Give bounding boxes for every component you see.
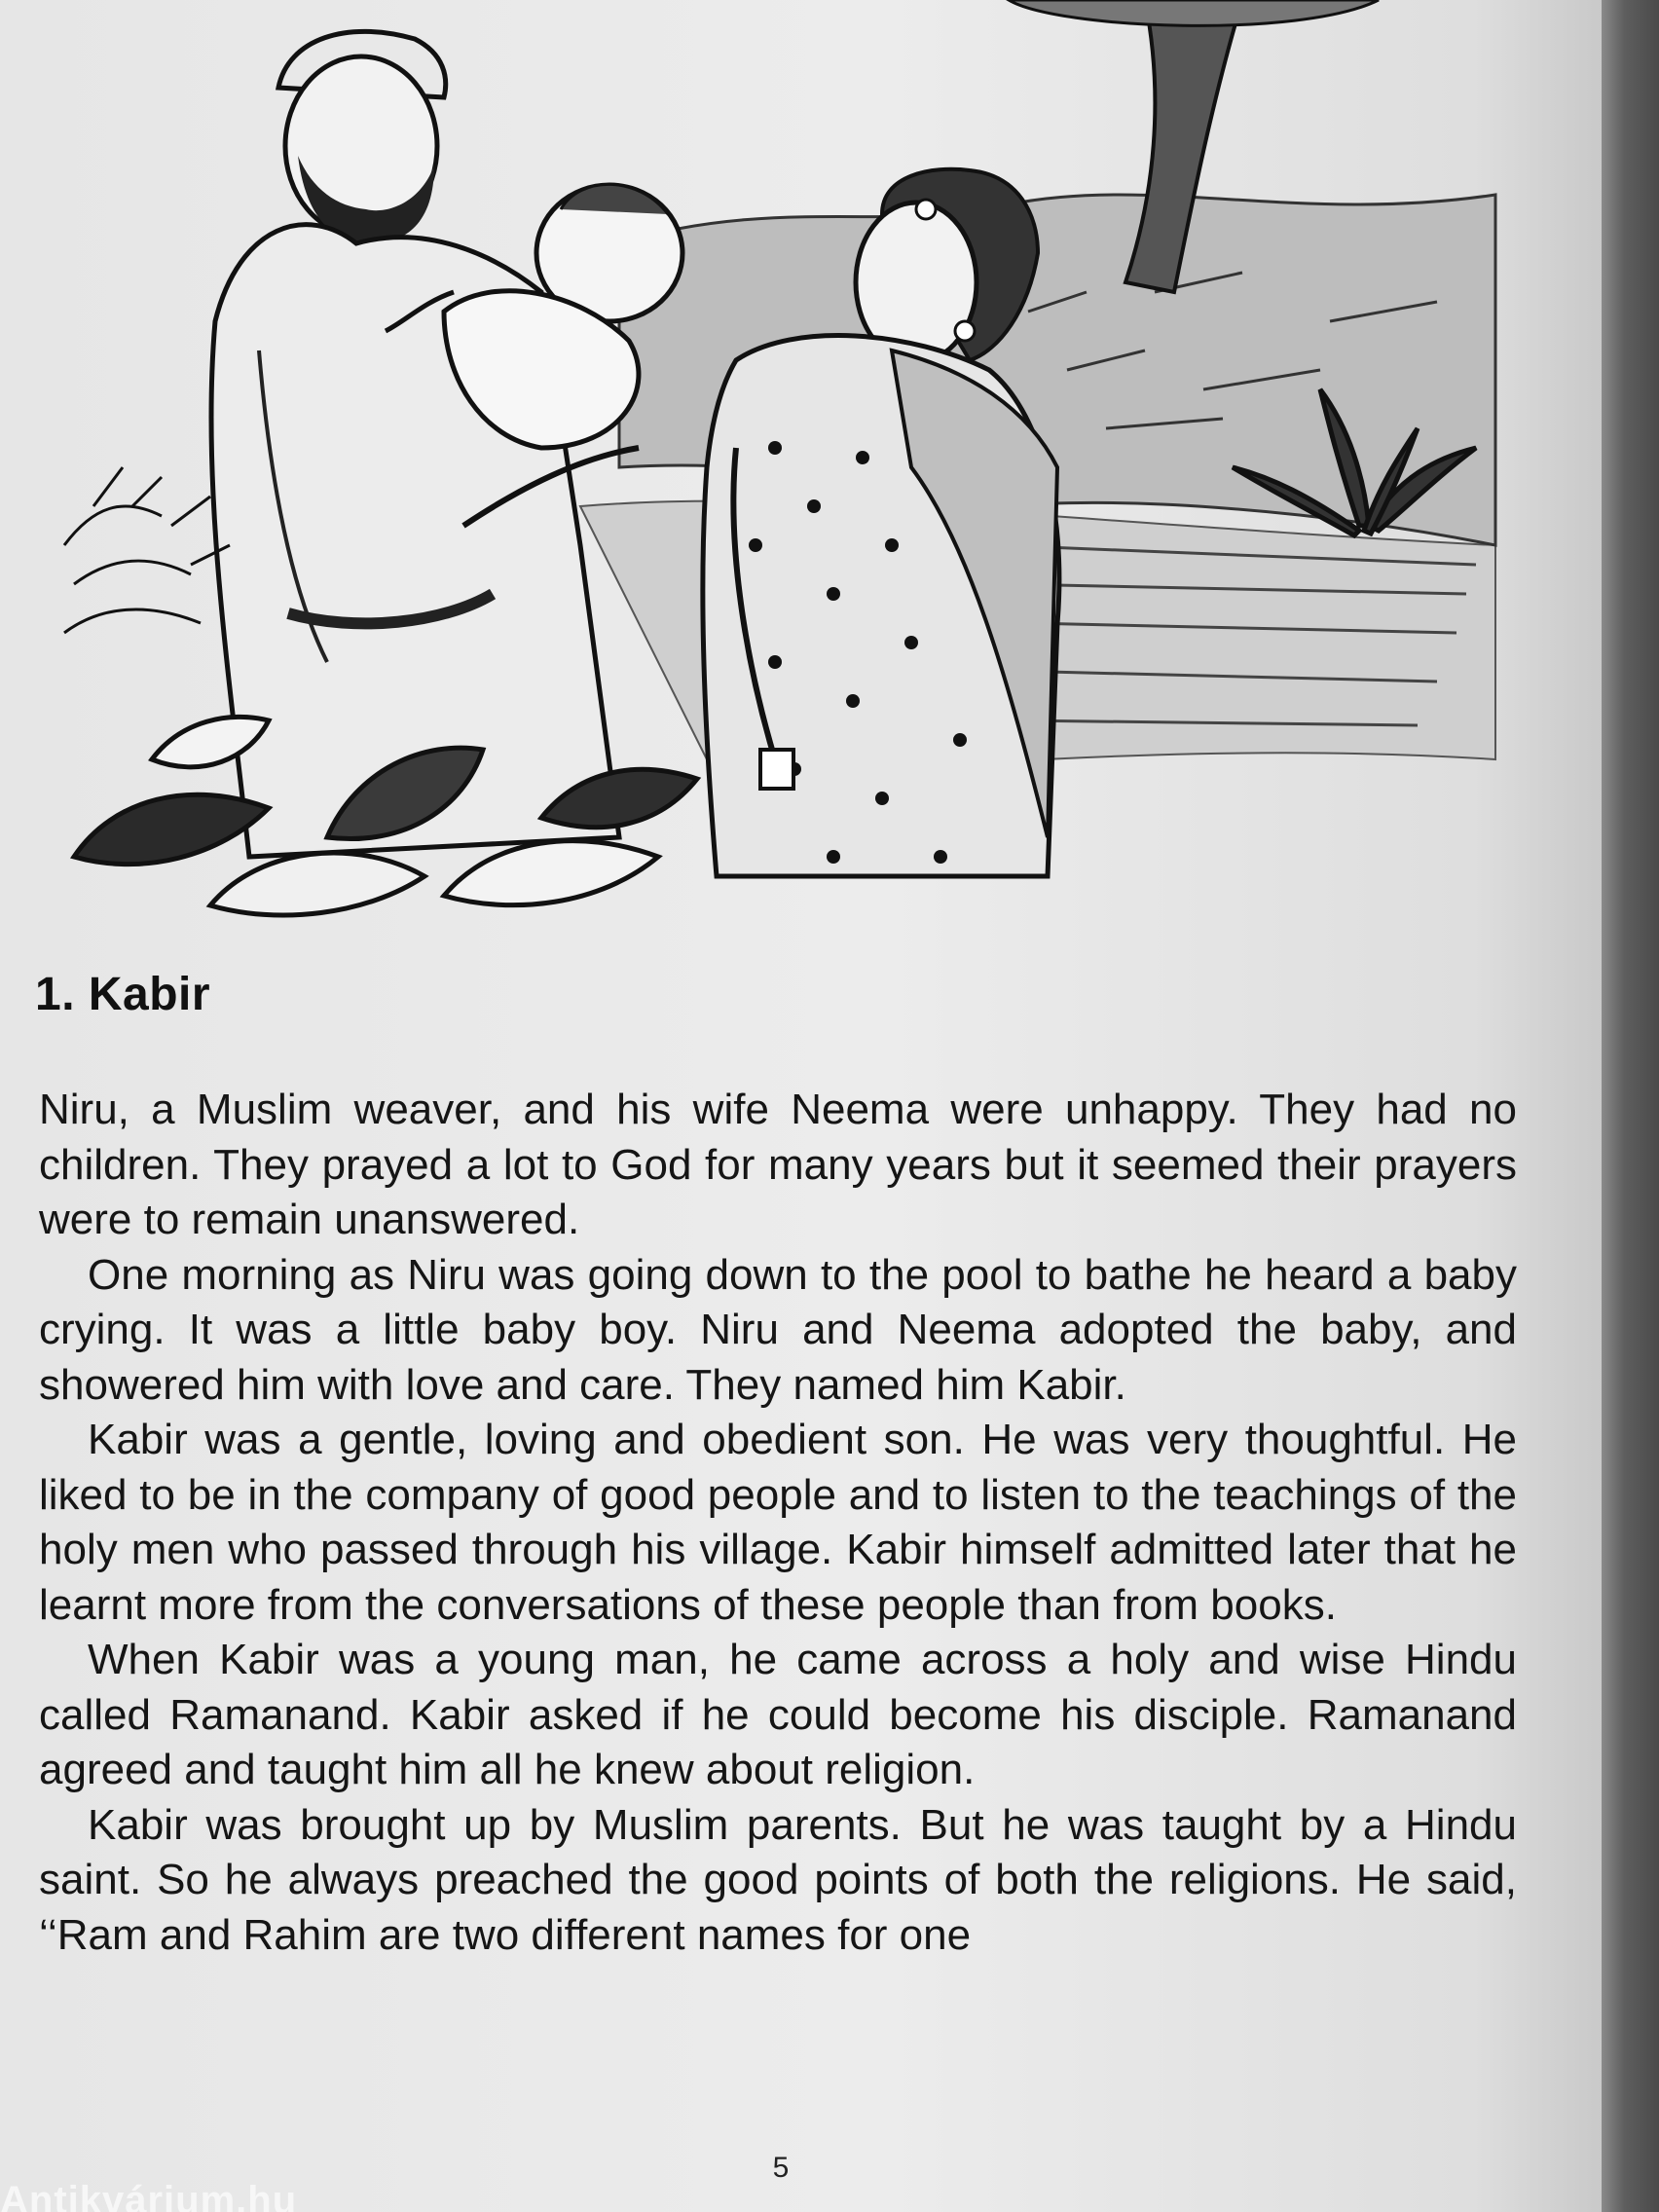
paragraph-2: One morning as Niru was going down to the pool to bathe he heard a baby crying. It was a little baby boy. Niru and Neema adopted the baby, and showered him with love and care. They named him Kabir.: [39, 1250, 1517, 1409]
paragraph-3: Kabir was a gentle, loving and obedient son. He was very thoughtful. He liked to be in the company of good people and to listen to the teachings of the holy men who passed through his village. Kabir himself admitted later that he learnt more from the conversations of these people than from books.: [39, 1416, 1517, 1629]
story-text: [39, 1083, 1517, 1963]
paragraph-4: When Kabir was a young man, he came across a holy and wise Hindu called Ramanand. Kabir asked if he could become his disciple. Ramanand agreed and taught him all he knew about religion.: [39, 1636, 1517, 1793]
paragraph-1: Niru, a Muslim weaver, and his wife Neema were unhappy. They had no children. They prayed a lot to God for many years but it seemed their prayers were to remain unanswered.: [39, 1086, 1517, 1243]
watermark: Antikvárium.hu: [0, 2179, 298, 2212]
story-illustration: [35, 0, 1521, 944]
chapter-heading: 1. Kabir: [35, 969, 211, 1020]
page-number: 5: [772, 2152, 790, 2184]
book-edge: [1602, 0, 1659, 2212]
paragraph-5: Kabir was brought up by Muslim parents. But he was taught by a Hindu saint. So he always preached the good points of both the religions. He said, ‘‘Ram and Rahim are two different names for one: [39, 1800, 1517, 1959]
illustration-drawing: [35, 0, 1521, 944]
